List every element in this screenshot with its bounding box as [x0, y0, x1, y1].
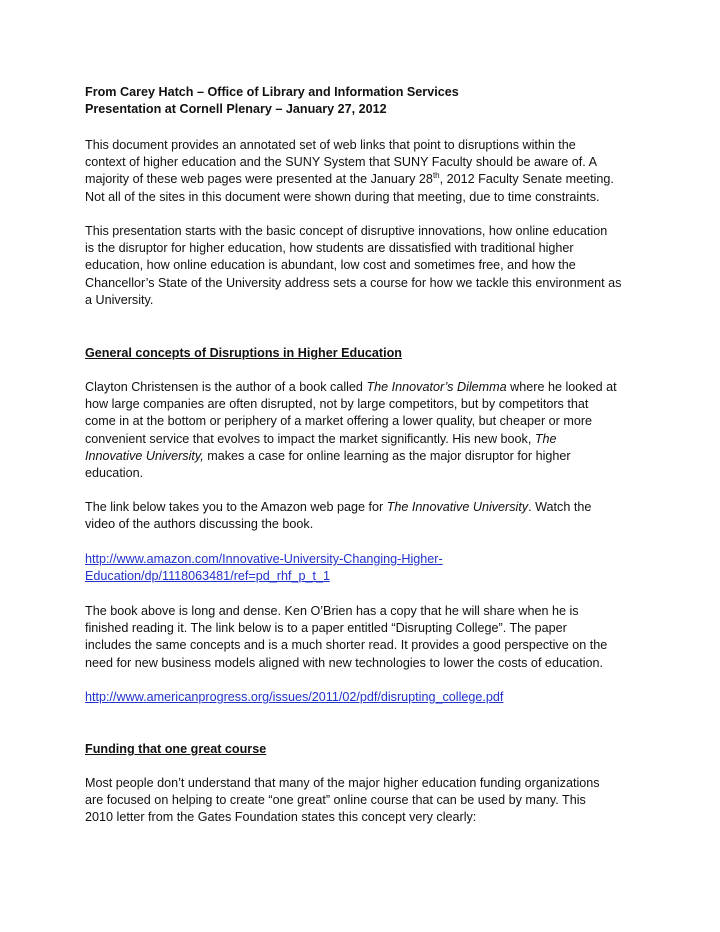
paragraph-line: come in at the bottom or periphery of a market offering a lower quality, but cheaper or more: [85, 414, 593, 429]
intro-paragraph: [85, 137, 645, 206]
intro-line: Not all of the sites in this document were shown during that meeting, due to time constraints.: [85, 189, 600, 204]
disrupting-college-paragraph: [85, 603, 645, 672]
paragraph-text: where he looked at: [506, 380, 617, 394]
intro-line: [85, 171, 645, 188]
paragraph-text: convenient service that evolves to impact the market significantly. His new book,: [85, 431, 535, 446]
amazon-link[interactable]: http://www.amazon.com/Innovative-University-Changing-Higher-: [85, 552, 443, 566]
paragraph-line: The book above is long and dense. Ken O’Brien has a copy that he will share when he is: [85, 604, 579, 618]
paragraph-line: [85, 499, 645, 516]
paragraph-line: need for new business models aligned with new technologies to lower the costs of education.: [85, 655, 604, 670]
header-line-author: From Carey Hatch – Office of Library and Information Services: [85, 85, 459, 99]
overview-line: a University.: [85, 292, 154, 307]
christensen-paragraph: [85, 379, 645, 482]
amazon-paragraph: [85, 499, 645, 533]
paragraph-line: how large companies are often disrupted, not by large competitors, but by competitors that: [85, 397, 589, 412]
paragraph-text: makes a case for online learning as the major disruptor for higher: [203, 448, 571, 463]
paragraph-text: Clayton Christensen is the author of a book called: [85, 380, 367, 394]
paragraph-line: [85, 379, 645, 396]
overview-line: is the disruptor for higher education, how students are dissatisfied with traditional higher: [85, 241, 574, 256]
section-heading-funding: [85, 741, 645, 758]
ordinal-suffix: th: [432, 171, 440, 181]
overview-line: Chancellor’s State of the University address sets a course for how we tackle this environment as: [85, 275, 622, 290]
document-header: [85, 84, 645, 118]
intro-text: , 2012 Faculty Senate meeting.: [439, 172, 614, 187]
intro-text: majority of these web pages were presented at the January 28: [85, 172, 433, 187]
amazon-link[interactable]: Education/dp/1118063481/ref=pd_rhf_p_t_1: [85, 569, 330, 584]
book-title: The Innovative University: [386, 500, 529, 514]
book-title: Innovative University,: [85, 448, 204, 463]
book-title: The: [534, 431, 557, 446]
paragraph-line: finished reading it. The link below is to a paper entitled “Disrupting College”. The paper: [85, 621, 567, 636]
paragraph-text: . Watch the: [528, 500, 592, 514]
section-heading-disruptions: [85, 345, 645, 362]
intro-line: This document provides an annotated set of web links that point to disruptions within the: [85, 138, 576, 152]
section-heading: Funding that one great course: [85, 742, 267, 756]
header-line-presentation: Presentation at Cornell Plenary – January 27, 2012: [85, 102, 387, 117]
paragraph-text: The link below takes you to the Amazon web page for: [85, 500, 387, 514]
paragraph-line: [85, 448, 645, 465]
amazon-link-block: [85, 551, 645, 585]
disrupting-college-link-block: [85, 689, 645, 706]
paragraph-line: Most people don’t understand that many of the major higher education funding organizations: [85, 776, 600, 790]
paragraph-line: are focused on helping to create “one great” online course that can be used by many. This: [85, 793, 586, 808]
overview-line: This presentation starts with the basic concept of disruptive innovations, how online education: [85, 224, 608, 238]
funding-paragraph: [85, 775, 645, 827]
book-title: The Innovator’s Dilemma: [366, 380, 507, 394]
overview-line: education, how online education is abundant, low cost and sometimes free, and how the: [85, 258, 576, 273]
section-heading: General concepts of Disruptions in Higher Education: [85, 346, 402, 360]
paragraph-line: education.: [85, 466, 144, 481]
paragraph-line: video of the authors discussing the book.: [85, 517, 314, 532]
paragraph-line: 2010 letter from the Gates Foundation states this concept very clearly:: [85, 810, 477, 825]
disrupting-college-link[interactable]: http://www.americanprogress.org/issues/2011/02/pdf/disrupting_college.pdf: [85, 690, 504, 704]
intro-line: context of higher education and the SUNY System that SUNY Faculty should be aware of. A: [85, 155, 597, 170]
overview-paragraph: [85, 223, 645, 309]
paragraph-line: includes the same concepts and is a much shorter read. It provides a good perspective on the: [85, 638, 608, 653]
paragraph-line: [85, 431, 645, 448]
